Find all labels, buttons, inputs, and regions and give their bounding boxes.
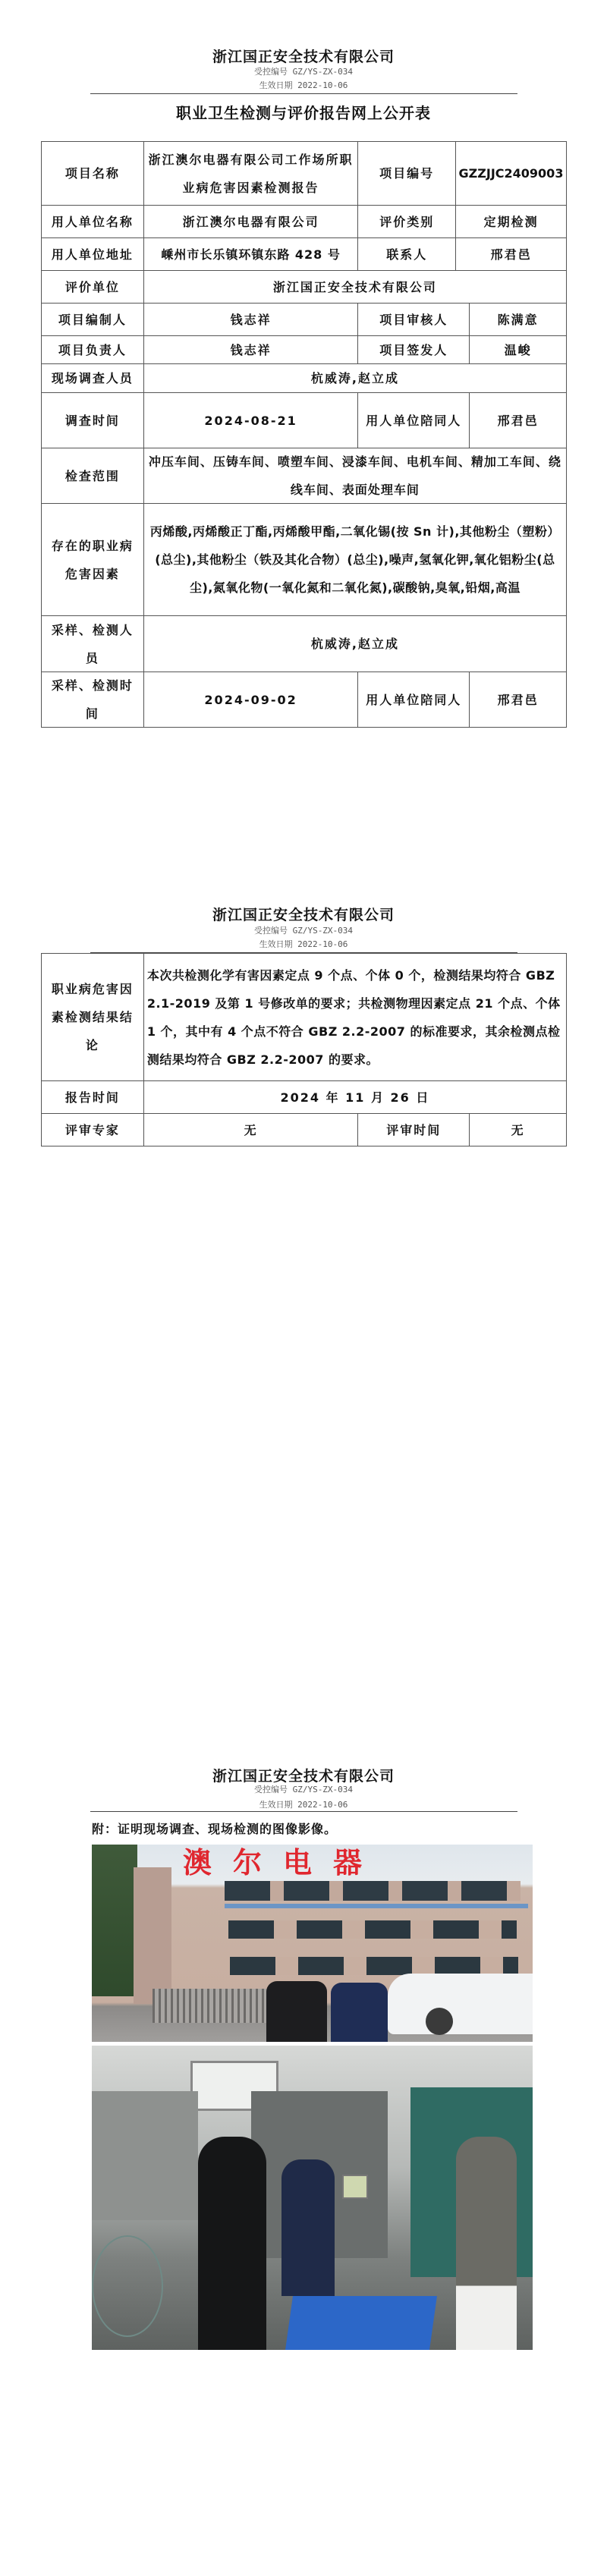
person xyxy=(281,2159,335,2296)
value-cell: 邢君邑 xyxy=(469,672,566,727)
value-cell: 定期检测 xyxy=(455,205,566,237)
effective-date: 生效日期 2022-10-06 xyxy=(259,1800,348,1810)
value-cell: 温峻 xyxy=(469,335,566,363)
label-cell: 项目签发人 xyxy=(357,335,469,363)
table-row xyxy=(41,615,566,672)
building-sign: 澳尔电器 xyxy=(183,1846,384,1879)
label-cell: 评审时间 xyxy=(357,1113,469,1146)
value-cell: 丙烯酸,丙烯酸正丁酯,丙烯酸甲酯,二氧化锡(按 Sn 计),其他粉尘（塑粉）(总尘),其他粉尘（铁及其化合物）(总尘),噪声,氢氧化钾,氧化铝粉尘(总尘),氮氧化物(一氧化氮和二氧化氮),碳酸钠,臭氧,铅烟,高温 xyxy=(143,503,566,615)
value-cell: 钱志祥 xyxy=(143,303,358,335)
value-cell: 本次共检测化学有害因素定点 9 个点、个体 0 个，检测结果均符合 GBZ 2.1-2019 及第 1 号修改单的要求；共检测物理因素定点 21 个点、个体 1 个，其中有 4 个点不符合 GBZ 2.2-2007 的标准要求，其余检测点检测结果均符合 GBZ 2.2-2007 的要求。 xyxy=(143,953,566,1080)
value-cell: 杭威涛,赵立成 xyxy=(143,615,566,672)
label-cell: 用人单位陪同人 xyxy=(357,672,469,727)
conclusion-table xyxy=(41,953,567,1146)
disclosure-table xyxy=(41,141,567,728)
value-cell: 杭威涛,赵立成 xyxy=(143,363,566,392)
label-cell: 调查时间 xyxy=(41,392,143,448)
value-cell: 浙江澳尔电器有限公司 xyxy=(143,205,358,237)
label-cell: 评价类别 xyxy=(357,205,455,237)
site-testing-photo xyxy=(92,2046,533,2350)
label-cell: 项目名称 xyxy=(41,141,143,205)
label-cell: 项目负责人 xyxy=(41,335,143,363)
vehicle xyxy=(388,1974,533,2034)
table-row xyxy=(41,363,566,392)
table-row xyxy=(41,672,566,727)
value-cell: 邢君邑 xyxy=(455,237,566,270)
person xyxy=(266,1981,327,2042)
company-header: 浙江国正安全技术有限公司 xyxy=(212,907,395,923)
value-cell: 2024-09-02 xyxy=(143,672,358,727)
control-number: 受控编号 GZ/YS-ZX-034 xyxy=(253,1785,354,1794)
company-header: 浙江国正安全技术有限公司 xyxy=(212,49,395,65)
effective-date: 生效日期 2022-10-06 xyxy=(259,80,348,90)
label-cell: 职业病危害因素检测结果结论 xyxy=(41,953,143,1080)
attachment-heading: 附：证明现场调查、现场检测的图像影像。 xyxy=(92,1822,338,1836)
value-cell: GZZJJC2409003 xyxy=(455,141,566,205)
table-row xyxy=(41,303,566,335)
label-cell: 联系人 xyxy=(357,237,455,270)
detector-icon xyxy=(342,2175,368,2199)
person xyxy=(198,2137,266,2350)
control-number: 受控编号 GZ/YS-ZX-034 xyxy=(253,926,354,936)
header-divider xyxy=(90,93,517,94)
label-cell: 项目编制人 xyxy=(41,303,143,335)
value-cell: 邢君邑 xyxy=(469,392,566,448)
value-cell: 钱志祥 xyxy=(143,335,358,363)
table-row xyxy=(41,1113,566,1146)
table-row xyxy=(41,1080,566,1113)
effective-date: 生效日期 2022-10-06 xyxy=(259,939,348,949)
value-cell: 浙江澳尔电器有限公司工作场所职业病危害因素检测报告 xyxy=(143,141,357,205)
site-survey-photo xyxy=(92,1845,533,2042)
value-cell: 2024 年 11 月 26 日 xyxy=(143,1080,566,1113)
label-cell: 采样、检测人员 xyxy=(41,615,143,672)
label-cell: 存在的职业病危害因素 xyxy=(41,503,143,615)
table-row xyxy=(41,205,566,237)
label-cell: 评审专家 xyxy=(41,1113,143,1146)
label-cell: 项目审核人 xyxy=(357,303,469,335)
table-row xyxy=(41,503,566,615)
blue-bin xyxy=(285,2296,437,2350)
value-cell: 嵊州市长乐镇环镇东路 428 号 xyxy=(143,237,358,270)
table-row xyxy=(41,448,566,503)
value-cell: 2024-08-21 xyxy=(143,392,358,448)
label-cell: 项目编号 xyxy=(357,141,455,205)
table-row xyxy=(41,953,566,1080)
table-row xyxy=(41,237,566,270)
table-row xyxy=(41,141,566,205)
control-number: 受控编号 GZ/YS-ZX-034 xyxy=(253,67,354,77)
label-cell: 评价单位 xyxy=(41,270,143,303)
person xyxy=(456,2137,517,2350)
value-cell: 陈满意 xyxy=(469,303,566,335)
header-divider xyxy=(90,1811,517,1812)
table-row xyxy=(41,335,566,363)
label-cell: 用人单位名称 xyxy=(41,205,143,237)
table-row xyxy=(41,270,566,303)
label-cell: 现场调查人员 xyxy=(41,363,143,392)
label-cell: 用人单位地址 xyxy=(41,237,143,270)
table-row xyxy=(41,392,566,448)
person xyxy=(331,1983,388,2042)
label-cell: 检查范围 xyxy=(41,448,143,503)
value-cell: 冲压车间、压铸车间、喷塑车间、浸漆车间、电机车间、精加工车间、绕线车间、表面处理车间 xyxy=(143,448,566,503)
page-title: 职业卫生检测与评价报告网上公开表 xyxy=(176,104,431,122)
label-cell: 报告时间 xyxy=(41,1080,143,1113)
label-cell: 用人单位陪同人 xyxy=(357,392,469,448)
value-cell: 浙江国正安全技术有限公司 xyxy=(143,270,566,303)
value-cell: 无 xyxy=(143,1113,358,1146)
label-cell: 采样、检测时间 xyxy=(41,672,143,727)
value-cell: 无 xyxy=(469,1113,566,1146)
company-header: 浙江国正安全技术有限公司 xyxy=(212,1768,395,1785)
